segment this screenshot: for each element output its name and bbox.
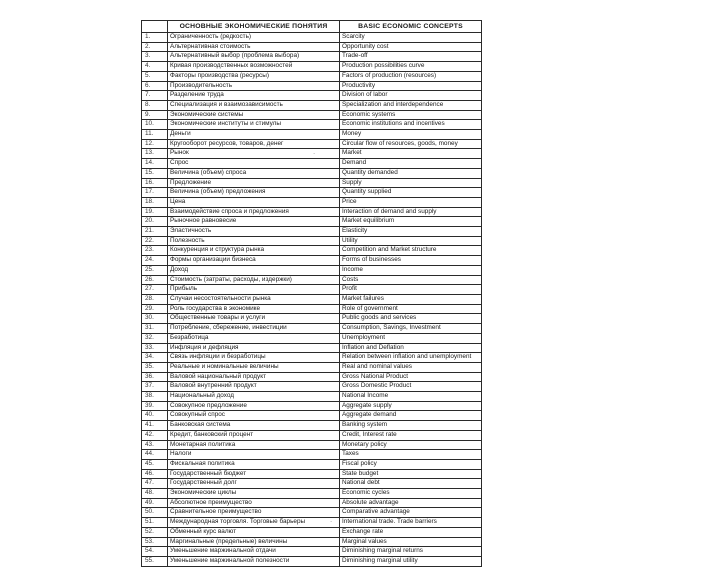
row-number: 5. [142,71,168,81]
term-english: Demand [340,159,482,169]
table-row [142,246,482,256]
term-english: Aggregate supply [340,401,482,411]
term-english: International trade. Trade barriers [340,518,482,528]
row-number: 22. [142,236,168,246]
table-row [142,81,482,91]
table-row [142,421,482,431]
term-russian: Альтернативная стоимость [168,42,340,52]
term-english: Credit, Interest rate [340,430,482,440]
table-row [142,372,482,382]
table-row [142,343,482,353]
table-row [142,401,482,411]
term-english: Competition and Market structure [340,246,482,256]
term-russian: Доход [168,265,340,275]
term-russian: Совокупное предложение [168,401,340,411]
term-russian: Полезность [168,236,340,246]
table-row [142,469,482,479]
row-number: 26. [142,275,168,285]
table-row [142,188,482,198]
term-english: National Income [340,392,482,402]
table-row [142,547,482,557]
term-english: Gross Domestic Product [340,382,482,392]
table-row [142,149,482,159]
row-number: 3. [142,52,168,62]
term-russian: Государственный долг [168,479,340,489]
table-row [142,100,482,110]
row-number: 47. [142,479,168,489]
table-row [142,489,482,499]
table-row [142,304,482,314]
row-number: 34. [142,353,168,363]
table-row [142,71,482,81]
row-number: 12. [142,139,168,149]
term-russian: Эластичность [168,227,340,237]
term-english: Aggregate demand [340,411,482,421]
term-russian: Совокупный спрос [168,411,340,421]
term-russian: Национальный доход [168,392,340,402]
term-russian: Экономические циклы [168,489,340,499]
row-number: 48. [142,489,168,499]
term-english: Market failures [340,294,482,304]
term-russian: Экономические институты и стимулы [168,120,340,130]
row-number: 29. [142,304,168,314]
row-number: 32. [142,333,168,343]
row-number: 49. [142,498,168,508]
term-russian: Обменный курс валют [168,527,340,537]
table-row [142,217,482,227]
table-row [142,227,482,237]
term-russian: Стоимость (затраты, расходы, издержки) [168,275,340,285]
table-row [142,294,482,304]
row-number: 2. [142,42,168,52]
row-number: 16. [142,178,168,188]
table-row [142,556,482,566]
row-number: 25. [142,265,168,275]
term-russian: Валовой национальный продукт [168,372,340,382]
term-russian: Роль государства в экономике [168,304,340,314]
row-number: 43. [142,440,168,450]
row-number: 14. [142,159,168,169]
term-russian: Взаимодействие спроса и предложения [168,207,340,217]
row-number: 53. [142,537,168,547]
term-russian: Предложение [168,178,340,188]
scan-dot: · [313,150,316,158]
term-english: Money [340,130,482,140]
term-russian: Случаи несостоятельности рынка [168,294,340,304]
table-row [142,120,482,130]
row-number: 28. [142,294,168,304]
term-english: Consumption, Savings, Investment [340,324,482,334]
term-english: Diminishing marginal utility [340,556,482,566]
row-number: 18. [142,197,168,207]
table-row [142,440,482,450]
term-english: Unemployment [340,333,482,343]
term-english: Factors of production (resources) [340,71,482,81]
term-russian: Фискальная политика [168,459,340,469]
row-number: 36. [142,372,168,382]
table-row [142,91,482,101]
term-english: Supply [340,178,482,188]
table-row [142,207,482,217]
row-number: 9. [142,110,168,120]
table-row [142,333,482,343]
term-russian: Потребление, сбережение, инвестиции [168,324,340,334]
term-russian: Рыночное равновесие [168,217,340,227]
term-english: Absolute advantage [340,498,482,508]
term-english: State budget [340,469,482,479]
table-row [142,236,482,246]
term-english: Role of government [340,304,482,314]
scan-dot: · [330,518,333,526]
term-english: Production possibilities curve [340,62,482,72]
row-number: 37. [142,382,168,392]
term-russian: Рынок [168,149,340,159]
term-russian: Кривая производственных возможностей [168,62,340,72]
table-row [142,52,482,62]
term-english: Productivity [340,81,482,91]
term-english: Utility [340,236,482,246]
term-english: Real and nominal values [340,362,482,372]
term-english: Public goods and services [340,314,482,324]
row-number: 38. [142,392,168,402]
term-russian: Прибыль [168,285,340,295]
table-row [142,139,482,149]
term-english: Division of labor [340,91,482,101]
term-russian: Маргинальные (предельные) величины [168,537,340,547]
row-number: 45. [142,459,168,469]
row-number: 4. [142,62,168,72]
term-english: Economic systems [340,110,482,120]
table-row [142,275,482,285]
term-english: National debt [340,479,482,489]
term-russian: Кругооборот ресурсов, товаров, денег [168,139,340,149]
header-number [142,21,168,33]
row-number: 17. [142,188,168,198]
header-english: BASIC ECONOMIC CONCEPTS [340,21,482,33]
term-russian: Монетарная политика [168,440,340,450]
row-number: 1. [142,33,168,43]
term-russian: Безработица [168,333,340,343]
term-english: Circular flow of resources, goods, money [340,139,482,149]
table-row [142,518,482,528]
term-russian: Уменьшение маржинальной отдачи [168,547,340,557]
term-english: Profit [340,285,482,295]
term-english: Quantity supplied [340,188,482,198]
table-row [142,265,482,275]
term-russian: Связь инфляции и безработицы [168,353,340,363]
row-number: 39. [142,401,168,411]
table-row [142,450,482,460]
table-row [142,527,482,537]
term-russian: Уменьшение маржинальной полезности [168,556,340,566]
table-row [142,353,482,363]
row-number: 6. [142,81,168,91]
term-english: Relation between inflation and unemployment [340,353,482,363]
table-row [142,392,482,402]
row-number: 23. [142,246,168,256]
table-row [142,42,482,52]
term-russian: Специализация и взаимозависимость [168,100,340,110]
table-row [142,498,482,508]
table-row [142,33,482,43]
term-english: Banking system [340,421,482,431]
concepts-table [141,20,482,567]
row-number: 40. [142,411,168,421]
term-english: Marginal values [340,537,482,547]
term-russian: Валовой внутренний продукт [168,382,340,392]
row-number: 44. [142,450,168,460]
table-body [142,33,482,567]
term-english: Trade-off [340,52,482,62]
row-number: 31. [142,324,168,334]
row-number: 46. [142,469,168,479]
term-english: Economic cycles [340,489,482,499]
table-row [142,168,482,178]
table-row [142,62,482,72]
row-number: 51. [142,518,168,528]
term-english: Specialization and interdependence [340,100,482,110]
term-russian: Альтернативный выбор (проблема выбора) [168,52,340,62]
table-row [142,159,482,169]
term-russian: Кредит, банковский процент [168,430,340,440]
term-english: Gross National Product [340,372,482,382]
term-english: Market equilibrium [340,217,482,227]
row-number: 24. [142,256,168,266]
row-number: 50. [142,508,168,518]
term-russian: Ограниченность (редкость) [168,33,340,43]
term-english: Market [340,149,482,159]
row-number: 10. [142,120,168,130]
row-number: 42. [142,430,168,440]
term-russian: Разделение труда [168,91,340,101]
table-row [142,382,482,392]
row-number: 20. [142,217,168,227]
term-english: Price [340,197,482,207]
table-row [142,430,482,440]
term-russian: Банковская система [168,421,340,431]
term-russian: Государственный бюджет [168,469,340,479]
table-row [142,130,482,140]
term-russian: Абсолютное преимущество [168,498,340,508]
row-number: 30. [142,314,168,324]
term-russian: Международная торговля. Торговые барьеры [168,518,340,528]
row-number: 11. [142,130,168,140]
term-english: Costs [340,275,482,285]
term-english: Comparative advantage [340,508,482,518]
row-number: 21. [142,227,168,237]
term-english: Taxes [340,450,482,460]
term-english: Income [340,265,482,275]
term-russian: Деньги [168,130,340,140]
table-row [142,537,482,547]
row-number: 27. [142,285,168,295]
row-number: 54. [142,547,168,557]
term-english: Economic institutions and incentives [340,120,482,130]
term-russian: Величина (объем) предложения [168,188,340,198]
row-number: 52. [142,527,168,537]
term-russian: Производительность [168,81,340,91]
row-number: 41. [142,421,168,431]
term-english: Quantity demanded [340,168,482,178]
table-row [142,324,482,334]
term-english: Elasticity [340,227,482,237]
term-english: Opportunity cost [340,42,482,52]
term-russian: Величина (объем) спроса [168,168,340,178]
table-row [142,178,482,188]
table-row [142,110,482,120]
row-number: 15. [142,168,168,178]
term-russian: Налоги [168,450,340,460]
table-row [142,508,482,518]
term-russian: Инфляция и дефляция [168,343,340,353]
term-english: Exchange rate [340,527,482,537]
term-russian: Конкуренция и структура рынка [168,246,340,256]
term-russian: Экономические системы [168,110,340,120]
table-row [142,479,482,489]
row-number: 8. [142,100,168,110]
table-row [142,285,482,295]
row-number: 13. [142,149,168,159]
table-row [142,459,482,469]
row-number: 33. [142,343,168,353]
term-english: Diminishing marginal returns [340,547,482,557]
table-row [142,362,482,372]
term-russian: Сравнительное преимущество [168,508,340,518]
term-russian: Цена [168,197,340,207]
term-russian: Спрос [168,159,340,169]
table-row [142,411,482,421]
table-row [142,256,482,266]
term-russian: Факторы производства (ресурсы) [168,71,340,81]
row-number: 19. [142,207,168,217]
term-english: Monetary policy [340,440,482,450]
table-row [142,197,482,207]
term-english: Scarcity [340,33,482,43]
term-english: Forms of businesses [340,256,482,266]
term-english: Inflation and Deflation [340,343,482,353]
term-russian: Общественные товары и услуги [168,314,340,324]
term-english: Fiscal policy [340,459,482,469]
concepts-document [141,20,481,567]
term-russian: Формы организации бизнеса [168,256,340,266]
header-russian: ОСНОВНЫЕ ЭКОНОМИЧЕСКИЕ ПОНЯТИЯ [168,21,340,33]
term-russian: Реальные и номинальные величины [168,362,340,372]
row-number: 7. [142,91,168,101]
table-header-row [142,21,482,33]
table-row [142,314,482,324]
term-english: Interaction of demand and supply [340,207,482,217]
row-number: 55. [142,556,168,566]
row-number: 35. [142,362,168,372]
